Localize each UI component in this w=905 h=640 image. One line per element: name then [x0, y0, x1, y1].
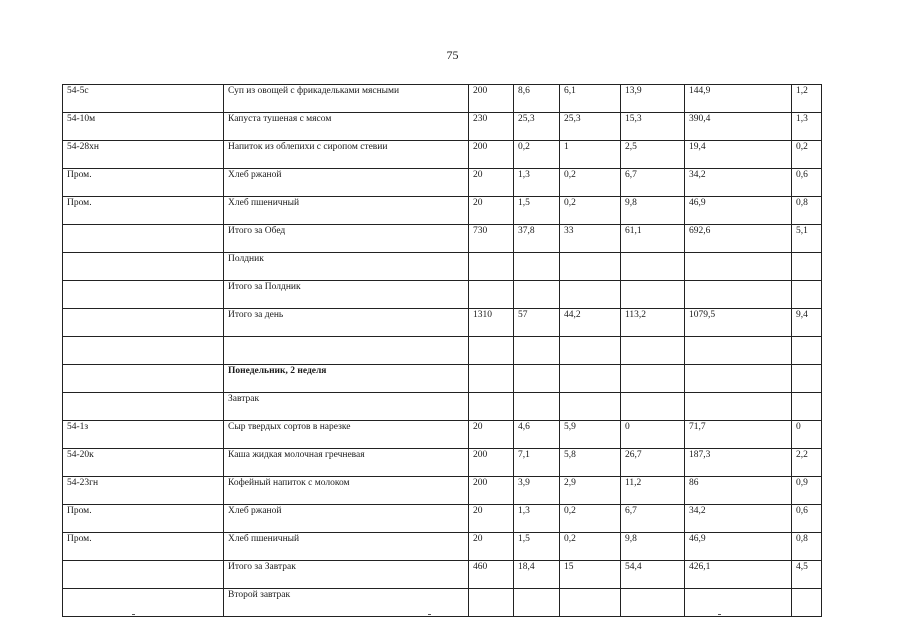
cell-name: Каша жидкая молочная гречневая [224, 449, 469, 477]
cell-code [63, 393, 224, 421]
page-bottom-marks [0, 614, 905, 624]
scan-mark [132, 614, 135, 615]
cell-fat [560, 393, 621, 421]
table-row [63, 281, 822, 309]
cell-carbs [621, 365, 685, 393]
cell-protein: 8,6 [514, 85, 560, 113]
cell-carbs: 0 [621, 421, 685, 449]
cell-protein [514, 365, 560, 393]
page-number: 75 [446, 48, 459, 62]
cell-vitamin-c: 1,2 [792, 85, 822, 113]
cell-protein: 25,3 [514, 113, 560, 141]
cell-name [224, 337, 469, 365]
cell-energy: 34,2 [685, 169, 792, 197]
cell-carbs [621, 393, 685, 421]
cell-name: Полдник [224, 253, 469, 281]
cell-carbs [621, 281, 685, 309]
cell-fat: 5,9 [560, 421, 621, 449]
cell-energy: 187,3 [685, 449, 792, 477]
cell-output: 20 [469, 421, 514, 449]
cell-fat: 25,3 [560, 113, 621, 141]
cell-output: 1310 [469, 309, 514, 337]
cell-carbs: 9,8 [621, 533, 685, 561]
cell-output [469, 337, 514, 365]
cell-carbs: 6,7 [621, 169, 685, 197]
nutrition-table [62, 84, 822, 617]
cell-code [63, 337, 224, 365]
cell-code: 54-10м [63, 113, 224, 141]
cell-carbs: 2,5 [621, 141, 685, 169]
cell-protein: 1,3 [514, 505, 560, 533]
table-row [63, 309, 822, 337]
table-row [63, 589, 822, 617]
table-row [63, 253, 822, 281]
cell-code: Пром. [63, 505, 224, 533]
cell-energy: 426,1 [685, 561, 792, 589]
cell-output [469, 281, 514, 309]
cell-vitamin-c [792, 253, 822, 281]
cell-code: Пром. [63, 169, 224, 197]
cell-output: 20 [469, 169, 514, 197]
cell-name: Капуста тушеная с мясом [224, 113, 469, 141]
cell-energy: 86 [685, 477, 792, 505]
cell-vitamin-c: 4,5 [792, 561, 822, 589]
table-row [63, 225, 822, 253]
cell-name: Напиток из облепихи с сиропом стевии [224, 141, 469, 169]
cell-carbs [621, 589, 685, 617]
table-row [63, 85, 822, 113]
cell-energy [685, 281, 792, 309]
cell-code: 54-1з [63, 421, 224, 449]
cell-name: Второй завтрак [224, 589, 469, 617]
cell-vitamin-c: 0,9 [792, 477, 822, 505]
cell-carbs: 9,8 [621, 197, 685, 225]
cell-carbs: 113,2 [621, 309, 685, 337]
cell-output: 20 [469, 505, 514, 533]
cell-carbs: 54,4 [621, 561, 685, 589]
table-row [63, 561, 822, 589]
cell-output: 200 [469, 477, 514, 505]
table-row [63, 113, 822, 141]
cell-energy [685, 365, 792, 393]
cell-energy [685, 253, 792, 281]
cell-carbs: 11,2 [621, 477, 685, 505]
cell-fat: 15 [560, 561, 621, 589]
cell-name: Итого за день [224, 309, 469, 337]
cell-vitamin-c: 5,1 [792, 225, 822, 253]
table-row [63, 169, 822, 197]
scan-mark [428, 614, 431, 615]
cell-vitamin-c: 0 [792, 421, 822, 449]
cell-fat: 0,2 [560, 197, 621, 225]
cell-fat: 33 [560, 225, 621, 253]
cell-name: Понедельник, 2 неделя [224, 365, 469, 393]
cell-fat: 5,8 [560, 449, 621, 477]
table-row [63, 421, 822, 449]
cell-name: Хлеб ржаной [224, 505, 469, 533]
cell-fat: 2,9 [560, 477, 621, 505]
cell-output: 200 [469, 85, 514, 113]
cell-fat [560, 365, 621, 393]
cell-code: 54-23гн [63, 477, 224, 505]
cell-energy: 46,9 [685, 533, 792, 561]
cell-fat: 0,2 [560, 169, 621, 197]
cell-fat: 44,2 [560, 309, 621, 337]
cell-code: 54-28хн [63, 141, 224, 169]
cell-protein: 1,5 [514, 533, 560, 561]
cell-protein: 3,9 [514, 477, 560, 505]
cell-energy: 390,4 [685, 113, 792, 141]
table-row [63, 533, 822, 561]
table-row [63, 449, 822, 477]
cell-code: 54-5с [63, 85, 224, 113]
cell-carbs [621, 337, 685, 365]
cell-energy: 71,7 [685, 421, 792, 449]
table-row [63, 365, 822, 393]
cell-code [63, 589, 224, 617]
cell-carbs: 15,3 [621, 113, 685, 141]
cell-code: 54-20к [63, 449, 224, 477]
cell-fat [560, 337, 621, 365]
cell-name: Итого за Обед [224, 225, 469, 253]
cell-carbs: 13,9 [621, 85, 685, 113]
cell-fat: 0,2 [560, 505, 621, 533]
cell-output: 20 [469, 197, 514, 225]
table-row [63, 477, 822, 505]
cell-code [63, 253, 224, 281]
cell-protein [514, 281, 560, 309]
cell-code [63, 365, 224, 393]
cell-carbs [621, 253, 685, 281]
cell-carbs: 61,1 [621, 225, 685, 253]
cell-name: Хлеб пшеничный [224, 197, 469, 225]
cell-name: Итого за Завтрак [224, 561, 469, 589]
cell-name: Сыр твердых сортов в нарезке [224, 421, 469, 449]
cell-fat: 0,2 [560, 533, 621, 561]
cell-energy: 34,2 [685, 505, 792, 533]
cell-protein: 1,5 [514, 197, 560, 225]
cell-name: Завтрак [224, 393, 469, 421]
cell-name: Хлеб ржаной [224, 169, 469, 197]
cell-energy [685, 393, 792, 421]
cell-energy [685, 589, 792, 617]
cell-protein: 4,6 [514, 421, 560, 449]
cell-code [63, 561, 224, 589]
cell-code: Пром. [63, 197, 224, 225]
cell-protein [514, 589, 560, 617]
table-row [63, 337, 822, 365]
cell-vitamin-c: 0,2 [792, 141, 822, 169]
cell-output [469, 589, 514, 617]
cell-output: 230 [469, 113, 514, 141]
cell-output [469, 253, 514, 281]
cell-code [63, 309, 224, 337]
cell-name: Итого за Полдник [224, 281, 469, 309]
cell-protein: 7,1 [514, 449, 560, 477]
cell-protein [514, 253, 560, 281]
cell-protein: 1,3 [514, 169, 560, 197]
cell-output [469, 365, 514, 393]
cell-name: Суп из овощей с фрикадельками мясными [224, 85, 469, 113]
cell-output: 730 [469, 225, 514, 253]
table-row [63, 393, 822, 421]
cell-fat [560, 589, 621, 617]
cell-vitamin-c: 9,4 [792, 309, 822, 337]
cell-code: Пром. [63, 533, 224, 561]
table-row [63, 141, 822, 169]
cell-carbs: 6,7 [621, 505, 685, 533]
cell-protein: 18,4 [514, 561, 560, 589]
cell-fat [560, 281, 621, 309]
cell-output: 200 [469, 449, 514, 477]
cell-vitamin-c: 0,6 [792, 169, 822, 197]
cell-code [63, 225, 224, 253]
cell-name: Хлеб пшеничный [224, 533, 469, 561]
cell-output: 200 [469, 141, 514, 169]
cell-protein [514, 337, 560, 365]
cell-vitamin-c [792, 281, 822, 309]
table-row [63, 505, 822, 533]
cell-vitamin-c: 2,2 [792, 449, 822, 477]
cell-code [63, 281, 224, 309]
cell-vitamin-c: 0,8 [792, 533, 822, 561]
table-body [63, 85, 822, 617]
cell-energy [685, 337, 792, 365]
cell-energy: 46,9 [685, 197, 792, 225]
cell-protein: 37,8 [514, 225, 560, 253]
cell-energy: 692,6 [685, 225, 792, 253]
cell-output: 20 [469, 533, 514, 561]
cell-vitamin-c [792, 393, 822, 421]
cell-energy: 19,4 [685, 141, 792, 169]
scan-mark [718, 614, 721, 615]
cell-vitamin-c: 0,6 [792, 505, 822, 533]
cell-fat: 6,1 [560, 85, 621, 113]
cell-vitamin-c [792, 365, 822, 393]
cell-name: Кофейный напиток с молоком [224, 477, 469, 505]
cell-carbs: 26,7 [621, 449, 685, 477]
cell-protein: 57 [514, 309, 560, 337]
cell-protein [514, 393, 560, 421]
cell-energy: 144,9 [685, 85, 792, 113]
cell-protein: 0,2 [514, 141, 560, 169]
cell-vitamin-c: 1,3 [792, 113, 822, 141]
cell-vitamin-c [792, 337, 822, 365]
cell-vitamin-c [792, 589, 822, 617]
cell-fat [560, 253, 621, 281]
cell-vitamin-c: 0,8 [792, 197, 822, 225]
cell-output [469, 393, 514, 421]
cell-energy: 1079,5 [685, 309, 792, 337]
cell-fat: 1 [560, 141, 621, 169]
cell-output: 460 [469, 561, 514, 589]
table-row [63, 197, 822, 225]
